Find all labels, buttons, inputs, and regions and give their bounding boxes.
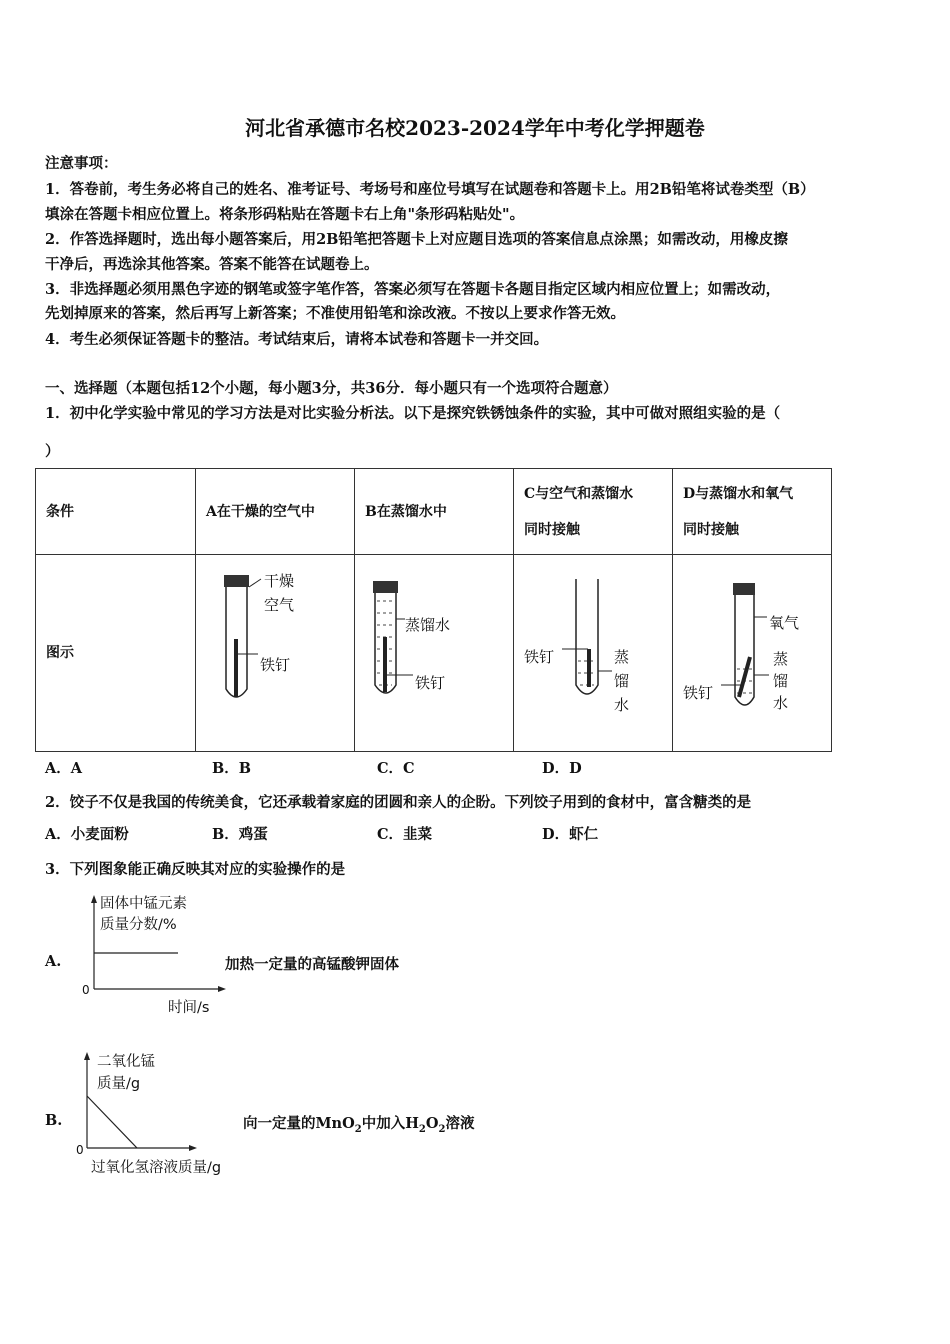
label-water-2: 馏 bbox=[773, 672, 789, 690]
label-water-2: 馏 bbox=[614, 672, 630, 690]
cell-line: D与蒸馏水和氧气 bbox=[683, 485, 794, 502]
label-nail: 铁钉 bbox=[415, 674, 446, 692]
label-nail: 铁钉 bbox=[683, 684, 714, 702]
table-cell bbox=[514, 469, 673, 555]
q2-option-d[interactable]: D．虾仁 bbox=[542, 826, 599, 843]
notice-line: 干净后，再选涂其他答案。答案不能答在试题卷上。 bbox=[45, 256, 379, 273]
desc-sub: 2 bbox=[438, 1123, 446, 1135]
test-tube-d-illustration bbox=[673, 557, 823, 747]
tube-figure-b bbox=[355, 555, 514, 752]
q1-option-b[interactable]: B．B bbox=[212, 760, 252, 777]
q2-option-c[interactable]: C．韭菜 bbox=[377, 826, 433, 843]
q3-option-b-letter[interactable]: B. bbox=[45, 1112, 63, 1129]
label-water-3: 水 bbox=[773, 694, 789, 712]
desc-part: 中加入H bbox=[361, 1115, 419, 1132]
tube-outline bbox=[735, 595, 754, 705]
nail bbox=[739, 657, 750, 697]
desc-sub: 2 bbox=[418, 1123, 426, 1135]
cell-line: 同时接触 bbox=[683, 521, 739, 538]
label-oxygen: 氧气 bbox=[769, 614, 800, 632]
table-row bbox=[36, 555, 832, 752]
label-water-1: 蒸 bbox=[614, 648, 630, 666]
label-nail: 铁钉 bbox=[524, 648, 555, 666]
cell-line: C与空气和蒸馏水 bbox=[524, 485, 634, 502]
desc-part: O bbox=[425, 1115, 439, 1132]
label-nail: 铁钉 bbox=[260, 656, 291, 674]
test-tube-b-illustration bbox=[355, 557, 505, 747]
q3-a-xlabel: 时间/s bbox=[168, 1000, 210, 1016]
label-water-1: 蒸 bbox=[773, 650, 789, 668]
x-arrow bbox=[218, 986, 226, 992]
q3-a-ylabel-2: 质量分数/% bbox=[100, 917, 177, 933]
stopper bbox=[733, 583, 755, 595]
tube-figure-c bbox=[514, 555, 673, 752]
series-line bbox=[87, 1096, 137, 1148]
notice-line: 1．答卷前，考生务必将自己的姓名、准考证号、考场号和座位号填写在试题卷和答题卡上。用2B铅笔将试卷类型（B） bbox=[45, 181, 815, 198]
q1-stem: 1．初中化学实验中常见的学习方法是对比实验分析法。以下是探究铁锈蚀条件的实验，其中可做对照组实验的是（ bbox=[45, 405, 781, 422]
q3-b-ylabel-2: 质量/g bbox=[97, 1076, 141, 1092]
section-heading: 一、选择题（本题包括12个小题，每小题3分，共36分．每小题只有一个选项符合题意） bbox=[45, 380, 618, 397]
experiment-table bbox=[35, 468, 832, 752]
q3-a-ylabel-1: 固体中锰元素 bbox=[100, 896, 187, 912]
pointer-line bbox=[249, 579, 261, 587]
q2-stem: 2．饺子不仅是我国的传统美食，它还承载着家庭的团圆和亲人的企盼。下列饺子用到的食材中，富含糖类的是 bbox=[45, 794, 752, 811]
table-cell: A在干燥的空气中 bbox=[196, 469, 355, 555]
q3-b-origin: 0 bbox=[76, 1143, 84, 1157]
cell-line: 同时接触 bbox=[524, 521, 580, 538]
tube-figure-d bbox=[673, 555, 832, 752]
q3-a-description: 加热一定量的高锰酸钾固体 bbox=[225, 956, 399, 973]
q3-b-description bbox=[243, 1112, 474, 1135]
label-water: 蒸馏水 bbox=[405, 616, 451, 634]
q1-option-c[interactable]: C．C bbox=[377, 760, 415, 777]
table-row bbox=[36, 469, 832, 555]
q3-a-origin: 0 bbox=[82, 983, 90, 997]
table-cell bbox=[673, 469, 832, 555]
y-arrow bbox=[91, 895, 97, 903]
table-cell: 图示 bbox=[36, 555, 196, 752]
x-arrow bbox=[189, 1145, 197, 1151]
table-cell: B在蒸馏水中 bbox=[355, 469, 514, 555]
label-air: 空气 bbox=[264, 596, 295, 614]
q1-option-a[interactable]: A．A bbox=[45, 760, 83, 777]
desc-part: 溶液 bbox=[445, 1115, 475, 1132]
label-water-3: 水 bbox=[614, 696, 630, 714]
notice-line: 3．非选择题必须用黑色字迹的钢笔或签字笔作答，答案必须写在答题卡各题目指定区域内相应位置上；如需改动， bbox=[45, 281, 781, 298]
q2-option-a[interactable]: A．小麦面粉 bbox=[45, 826, 129, 843]
desc-sub: 2 bbox=[354, 1123, 362, 1135]
desc-part: 向一定量的MnO bbox=[243, 1115, 355, 1132]
q2-option-b[interactable]: B．鸡蛋 bbox=[212, 826, 268, 843]
table-cell: 条件 bbox=[36, 469, 196, 555]
q3-b-ylabel-1: 二氧化锰 bbox=[97, 1054, 155, 1070]
q3-stem: 3．下列图象能正确反映其对应的实验操作的是 bbox=[45, 861, 346, 878]
notice-line: 4．考生必须保证答题卡的整洁。考试结束后，请将本试卷和答题卡一并交回。 bbox=[45, 331, 549, 348]
q3-b-xlabel: 过氧化氢溶液质量/g bbox=[91, 1160, 222, 1176]
notice-line: 先划掉原来的答案，然后再写上新答案；不准使用铅笔和涂改液。不按以上要求作答无效。 bbox=[45, 305, 625, 322]
q1-option-d[interactable]: D．D bbox=[542, 760, 582, 777]
label-dry: 干燥 bbox=[264, 572, 295, 590]
tube-figure-a bbox=[196, 555, 355, 752]
notice-heading: 注意事项： bbox=[45, 155, 118, 172]
y-arrow bbox=[84, 1052, 90, 1060]
q1-stem-close: ） bbox=[45, 443, 60, 460]
stopper bbox=[224, 575, 249, 587]
q3-option-a-letter[interactable]: A. bbox=[45, 953, 62, 970]
page-title: 河北省承德市名校2023-2024学年中考化学押题卷 bbox=[245, 116, 705, 140]
stopper bbox=[373, 581, 398, 593]
notice-line: 2．作答选择题时，选出每小题答案后，用2B铅笔把答题卡上对应题目选项的答案信息点涂黑；如需改动，用橡皮擦 bbox=[45, 231, 788, 248]
notice-line: 填涂在答题卡相应位置上。将条形码粘贴在答题卡右上角"条形码粘贴处"。 bbox=[45, 206, 525, 223]
